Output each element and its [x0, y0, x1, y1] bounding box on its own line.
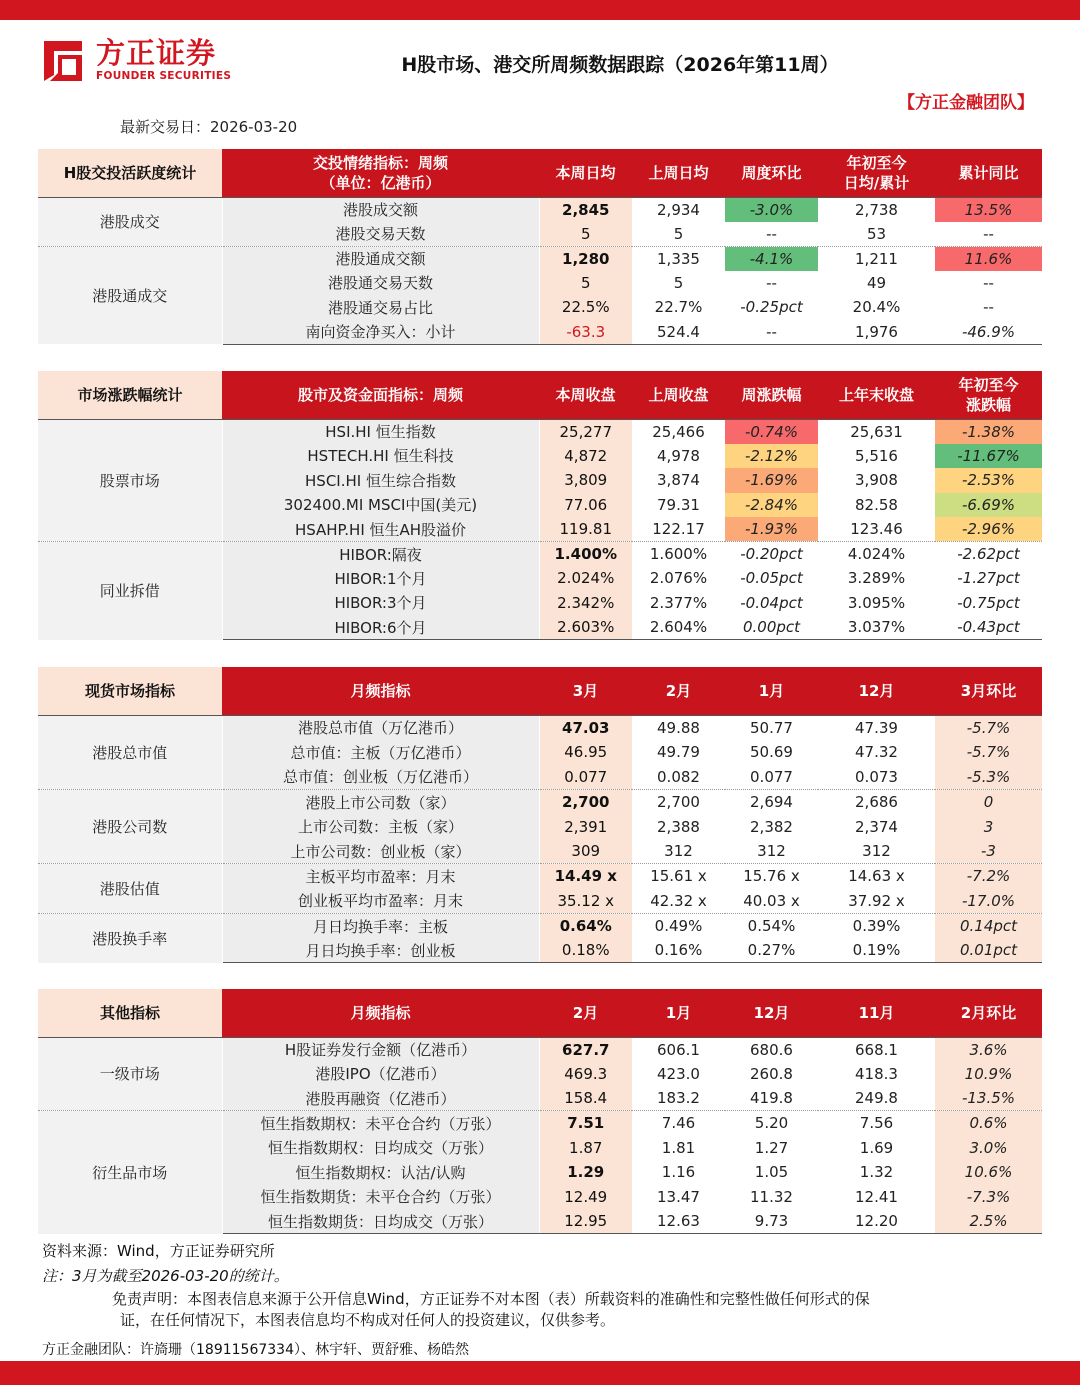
cell-value: 1,335 [632, 246, 725, 271]
cell-value: 158.4 [539, 1086, 632, 1111]
cell-value: 49.88 [657, 718, 700, 737]
column-header: 上周收盘 [632, 371, 725, 419]
column-header: 周度环比 [725, 149, 818, 197]
cell-value: 0.082 [657, 767, 700, 786]
cell-value: -- [983, 224, 994, 243]
cell-value: 3.6% [935, 1037, 1042, 1062]
table-row [38, 913, 1042, 938]
cell-value: 10.9% [935, 1062, 1042, 1087]
group-label: 同业拆借 [38, 542, 222, 640]
cell-value: -5.3% [935, 765, 1042, 790]
cell-value: 25,277 [539, 419, 632, 444]
row-label: 上市公司数：创业板（家） [222, 839, 539, 864]
row-label: HIBOR:3个月 [222, 591, 539, 616]
cell-value: 5 [539, 271, 632, 296]
cell-value: -5.7% [935, 715, 1042, 740]
cell-value: 0.14pct [935, 913, 1042, 938]
column-header: 本周日均 [539, 149, 632, 197]
cell-value: 14.49 x [539, 864, 632, 889]
cell-value: -0.74% [725, 419, 818, 444]
row-label: 港股再融资（亿港币） [222, 1086, 539, 1111]
cell-value: 7.56 [818, 1111, 935, 1136]
cell-value: 15.61 x [632, 864, 725, 889]
cell-value: 1,976 [818, 320, 935, 345]
cell-value: 53 [866, 224, 887, 243]
cell-value: -1.38% [935, 419, 1042, 444]
cell-value: 22.7% [654, 298, 703, 317]
cell-value: 50.69 [750, 743, 793, 762]
column-header: 累计同比 [935, 149, 1042, 197]
table-row [38, 197, 1042, 222]
cell-value: 2,934 [657, 200, 700, 219]
row-label: 恒生指数期权：未平仓合约（万张） [222, 1111, 539, 1136]
cell-value: -63.3 [539, 320, 632, 345]
cell-value: 25,631 [850, 422, 903, 441]
cell-value: 668.1 [855, 1040, 898, 1059]
cell-value: 423.0 [657, 1064, 700, 1083]
cell-value: 4,872 [539, 444, 632, 469]
cell-value: 2.5% [935, 1209, 1042, 1234]
cell-value: 4.024% [818, 542, 935, 567]
table-row [38, 1111, 1042, 1136]
cell-value: 3.095% [847, 593, 906, 612]
disclaimer-line-1: 免责声明：本图表信息来源于公开信息Wind，方正证券不对本图（表）所载资料的准确性和完整性做任何形式的保 [112, 1290, 870, 1308]
cell-value: -3.0% [725, 197, 818, 222]
cell-value: 35.12 x [539, 889, 632, 914]
cell-value: 249.8 [855, 1089, 898, 1108]
row-label: 302400.MI MSCI中国(美元) [222, 493, 539, 518]
cell-value: 2,388 [657, 817, 700, 836]
cell-value: 50.77 [750, 718, 793, 737]
cell-value: 2,845 [539, 197, 632, 222]
cell-value: 1.69 [859, 1138, 894, 1157]
cell-value: 2,738 [855, 200, 898, 219]
row-label: 港股通交易天数 [222, 271, 539, 296]
group-label: 港股公司数 [38, 789, 222, 863]
cell-value: 2,700 [632, 789, 725, 814]
cell-value: 3,908 [855, 471, 898, 490]
cell-value: -1.69% [725, 468, 818, 493]
column-header: 年初至今 日均/累计 [818, 149, 935, 197]
row-label: 恒生指数期权：日均成交（万张） [222, 1135, 539, 1160]
data-source: 资料来源：Wind，方正证券研究所 [42, 1242, 275, 1260]
cell-value: 312 [862, 842, 891, 861]
column-header-indicator: 股市及资金面指标：周频 [222, 371, 539, 419]
row-label: 恒生指数期权：认沽/认购 [222, 1160, 539, 1185]
group-label: 股票市场 [38, 419, 222, 542]
cell-value: 42.32 x [650, 891, 707, 910]
cell-value: 0.19% [818, 938, 935, 963]
column-header: 周涨跌幅 [725, 371, 818, 419]
cell-value: 3,874 [657, 471, 700, 490]
cell-value: 47.39 [855, 718, 898, 737]
table-row [38, 715, 1042, 740]
table-row [38, 789, 1042, 814]
cell-value: -- [983, 298, 994, 317]
latest-trade-date: 最新交易日：2026-03-20 [120, 118, 298, 136]
cell-value: 680.6 [750, 1040, 793, 1059]
row-label: 港股上市公司数（家） [222, 789, 539, 814]
cell-value: 1.32 [859, 1163, 894, 1182]
row-label: 港股交易天数 [222, 222, 539, 247]
cell-value: 1.600% [632, 542, 725, 567]
group-label: 港股换手率 [38, 913, 222, 963]
cell-value: 47.32 [855, 743, 898, 762]
cell-value: 0.00pct [725, 615, 818, 640]
row-label: 港股通交易占比 [222, 295, 539, 320]
cell-value: 2,374 [855, 817, 898, 836]
table-row [38, 246, 1042, 271]
cell-value: 3,809 [539, 468, 632, 493]
cell-value: 2.377% [649, 593, 708, 612]
cell-value: 49.79 [657, 743, 700, 762]
cell-value: 13.47 [657, 1187, 700, 1206]
cell-value: 606.1 [657, 1040, 700, 1059]
cell-value: -13.5% [935, 1086, 1042, 1111]
row-label: 恒生指数期货：未平仓合约（万张） [222, 1185, 539, 1210]
cell-value: 2.024% [539, 566, 632, 591]
cell-value: 15.76 x [725, 864, 818, 889]
cell-value: 2.076% [649, 569, 708, 588]
cell-value: 0.54% [725, 913, 818, 938]
cell-value: 79.31 [657, 495, 700, 514]
column-header: 2月 [632, 667, 725, 715]
cell-value: 1.87 [539, 1135, 632, 1160]
cell-value: 122.17 [652, 520, 705, 538]
cell-value: 309 [539, 839, 632, 864]
cell-value: -17.0% [935, 889, 1042, 914]
column-header: 上年末收盘 [818, 371, 935, 419]
turnover-activity-table [38, 149, 1042, 345]
cell-value: 627.7 [539, 1037, 632, 1062]
cell-value: -7.3% [935, 1185, 1042, 1210]
cell-value: 3 [935, 814, 1042, 839]
cell-value: 0.49% [632, 913, 725, 938]
row-label: HIBOR:隔夜 [222, 542, 539, 567]
cell-value: 77.06 [539, 493, 632, 518]
cell-value: 1,211 [818, 246, 935, 271]
cell-value: 2.603% [539, 615, 632, 640]
disclaimer-line-2: 证，在任何情况下，本图表信息均不构成对任何人的投资建议，仅供参考。 [120, 1311, 616, 1329]
cell-value: 2,686 [818, 789, 935, 814]
cell-value: 1.16 [661, 1163, 696, 1182]
logo-english-name: FOUNDER SECURITIES [96, 70, 232, 82]
cell-value: 12.49 [539, 1185, 632, 1210]
cell-value: 5 [673, 273, 684, 292]
cell-value: -0.25pct [740, 298, 803, 317]
cell-value: 46.95 [539, 740, 632, 765]
cell-value: 2,700 [539, 789, 632, 814]
cell-value: 12.63 [632, 1209, 725, 1234]
cell-value: -6.69% [935, 493, 1042, 518]
column-header: 1月 [725, 667, 818, 715]
cell-value: -1.27pct [957, 569, 1020, 588]
column-header: 年初至今 涨跌幅 [935, 371, 1042, 419]
column-header: 12月 [725, 989, 818, 1037]
cell-value: 4,978 [657, 446, 700, 465]
cell-value: 9.73 [725, 1209, 818, 1234]
cell-value: -0.43pct [935, 615, 1042, 640]
cell-value: 20.4% [852, 298, 901, 317]
other-indicators-table [38, 989, 1042, 1234]
row-label: 总市值：创业板（万亿港币） [222, 765, 539, 790]
cell-value: -0.04pct [740, 593, 803, 612]
cell-value: -4.1% [725, 246, 818, 271]
cell-value: -0.20pct [725, 542, 818, 567]
cell-value: 11.32 [750, 1187, 793, 1206]
cell-value: 40.03 x [743, 891, 800, 910]
row-label: 南向资金净买入：小计 [222, 320, 539, 345]
cell-value: 1.27 [754, 1138, 789, 1157]
group-label: 港股总市值 [38, 715, 222, 789]
row-label: 月日均换手率：主板 [222, 913, 539, 938]
section-title: 市场涨跌幅统计 [38, 371, 222, 419]
market-performance-table [38, 371, 1042, 640]
page-title: H股市场、港交所周频数据跟踪（2026年第11周） [401, 54, 839, 76]
group-label: 一级市场 [38, 1037, 222, 1111]
cell-value: -5.7% [935, 740, 1042, 765]
bottom-red-bar [0, 1361, 1080, 1385]
row-label: HIBOR:1个月 [222, 566, 539, 591]
cell-value: 260.8 [750, 1064, 793, 1083]
cell-value: 13.5% [935, 197, 1042, 222]
cell-value: 0.01pct [935, 938, 1042, 963]
section-title: 现货市场指标 [38, 667, 222, 715]
row-label: 月日均换手率：创业板 [222, 938, 539, 963]
cell-value: 0 [935, 789, 1042, 814]
cell-value: 2,382 [750, 817, 793, 836]
cell-value: -2.62pct [935, 542, 1042, 567]
cell-value: 524.4 [632, 320, 725, 345]
table-row [38, 864, 1042, 889]
column-header: 11月 [818, 989, 935, 1037]
row-label: HSTECH.HI 恒生科技 [222, 444, 539, 469]
section-title: 其他指标 [38, 989, 222, 1037]
cell-value: 7.51 [539, 1111, 632, 1136]
top-red-bar [0, 0, 1080, 20]
cell-value: 469.3 [539, 1062, 632, 1087]
cell-value: -2.12% [725, 444, 818, 469]
footnote: 注：3月为截至2026-03-20的统计。 [42, 1267, 289, 1285]
cell-value: -- [725, 320, 818, 345]
spot-market-table [38, 667, 1042, 963]
cell-value: 312 [664, 842, 693, 861]
column-header-indicator: 月频指标 [222, 667, 539, 715]
cell-value: -- [983, 273, 994, 292]
team-tag: 【方正金融团队】 [898, 93, 1034, 113]
cell-value: -- [766, 224, 777, 243]
cell-value: 0.39% [818, 913, 935, 938]
cell-value: -2.53% [935, 468, 1042, 493]
column-header: 2月 [539, 989, 632, 1037]
cell-value: 0.18% [539, 938, 632, 963]
cell-value: 7.46 [632, 1111, 725, 1136]
cell-value: 1.05 [754, 1163, 789, 1182]
cell-value: 5.20 [725, 1111, 818, 1136]
column-header-indicator: 交投情绪指标：周频 （单位：亿港币） [222, 149, 539, 197]
cell-value: 12.41 [855, 1187, 898, 1206]
cell-value: 12.95 [539, 1209, 632, 1234]
column-header-indicator: 月频指标 [222, 989, 539, 1037]
column-header: 本周收盘 [539, 371, 632, 419]
logo-chinese-name: 方正证券 [96, 36, 217, 70]
cell-value: 10.6% [935, 1160, 1042, 1185]
cell-value: 2.604% [632, 615, 725, 640]
group-label: 港股通成交 [38, 246, 222, 344]
row-label: 港股总市值（万亿港币） [222, 715, 539, 740]
row-label: 恒生指数期货：日均成交（万张） [222, 1209, 539, 1234]
cell-value: 123.46 [850, 520, 903, 538]
row-label: 港股通成交额 [222, 246, 539, 271]
group-label: 衍生品市场 [38, 1111, 222, 1234]
cell-value: 5 [539, 222, 632, 247]
section-title: H股交投活跃度统计 [38, 149, 222, 197]
cell-value: 419.8 [750, 1089, 793, 1108]
column-header: 12月 [818, 667, 935, 715]
cell-value: 3.037% [818, 615, 935, 640]
group-label: 港股估值 [38, 864, 222, 914]
cell-value: 25,466 [652, 422, 705, 441]
cell-value: 3.289% [847, 569, 906, 588]
cell-value: 0.073 [855, 767, 898, 786]
cell-value: 119.81 [539, 517, 632, 542]
column-header: 上周日均 [632, 149, 725, 197]
cell-value: -11.67% [935, 444, 1042, 469]
column-header: 3月环比 [935, 667, 1042, 715]
cell-value: 0.6% [935, 1111, 1042, 1136]
row-label: 主板平均市盈率：月末 [222, 864, 539, 889]
table-row [38, 419, 1042, 444]
cell-value: 418.3 [855, 1064, 898, 1083]
column-header: 3月 [539, 667, 632, 715]
group-label: 港股成交 [38, 197, 222, 246]
cell-value: 1.400% [539, 542, 632, 567]
cell-value: 2.342% [539, 591, 632, 616]
row-label: 上市公司数：主板（家） [222, 814, 539, 839]
cell-value: 1.81 [661, 1138, 696, 1157]
column-header: 1月 [632, 989, 725, 1037]
cell-value: 12.20 [818, 1209, 935, 1234]
table-row [38, 542, 1042, 567]
table-row [38, 1037, 1042, 1062]
cell-value: 0.077 [539, 765, 632, 790]
cell-value: 0.27% [725, 938, 818, 963]
row-label: HSCI.HI 恒生综合指数 [222, 468, 539, 493]
cell-value: 0.16% [632, 938, 725, 963]
row-label: HIBOR:6个月 [222, 615, 539, 640]
cell-value: 183.2 [657, 1089, 700, 1108]
cell-value: 5,516 [855, 446, 898, 465]
cell-value: 82.58 [855, 495, 898, 514]
column-header: 2月环比 [935, 989, 1042, 1037]
cell-value: 47.03 [539, 715, 632, 740]
cell-value: -2.84% [725, 493, 818, 518]
row-label: H股证券发行金额（亿港币） [222, 1037, 539, 1062]
team-credit: 方正金融团队：许旖珊（18911567334）、林宇轩、贾舒雅、杨皓然 [42, 1342, 469, 1358]
cell-value: 0.64% [539, 913, 632, 938]
founder-logo-icon [38, 33, 88, 83]
cell-value: -0.05pct [740, 569, 803, 588]
row-label: 港股IPO（亿港币） [222, 1062, 539, 1087]
cell-value: 22.5% [539, 295, 632, 320]
cell-value: 1.29 [539, 1160, 632, 1185]
cell-value: -- [766, 273, 777, 292]
cell-value: -1.93% [725, 517, 818, 542]
cell-value: 11.6% [935, 246, 1042, 271]
cell-value: -0.75pct [957, 593, 1020, 612]
cell-value: 2,391 [539, 814, 632, 839]
row-label: 港股成交额 [222, 197, 539, 222]
cell-value: 0.077 [750, 767, 793, 786]
cell-value: 1,280 [539, 246, 632, 271]
cell-value: 2,694 [725, 789, 818, 814]
row-label: 总市值：主板（万亿港币） [222, 740, 539, 765]
cell-value: 37.92 x [848, 891, 905, 910]
row-label: HSAHP.HI 恒生AH股溢价 [222, 517, 539, 542]
cell-value: -3 [935, 839, 1042, 864]
cell-value: 14.63 x [818, 864, 935, 889]
cell-value: -2.96% [935, 517, 1042, 542]
cell-value: 49 [866, 273, 887, 292]
cell-value: 5 [673, 224, 684, 243]
row-label: 创业板平均市盈率：月末 [222, 889, 539, 914]
cell-value: 312 [757, 842, 786, 861]
cell-value: -46.9% [935, 320, 1042, 345]
cell-value: 3.0% [935, 1135, 1042, 1160]
cell-value: -7.2% [935, 864, 1042, 889]
row-label: HSI.HI 恒生指数 [222, 419, 539, 444]
